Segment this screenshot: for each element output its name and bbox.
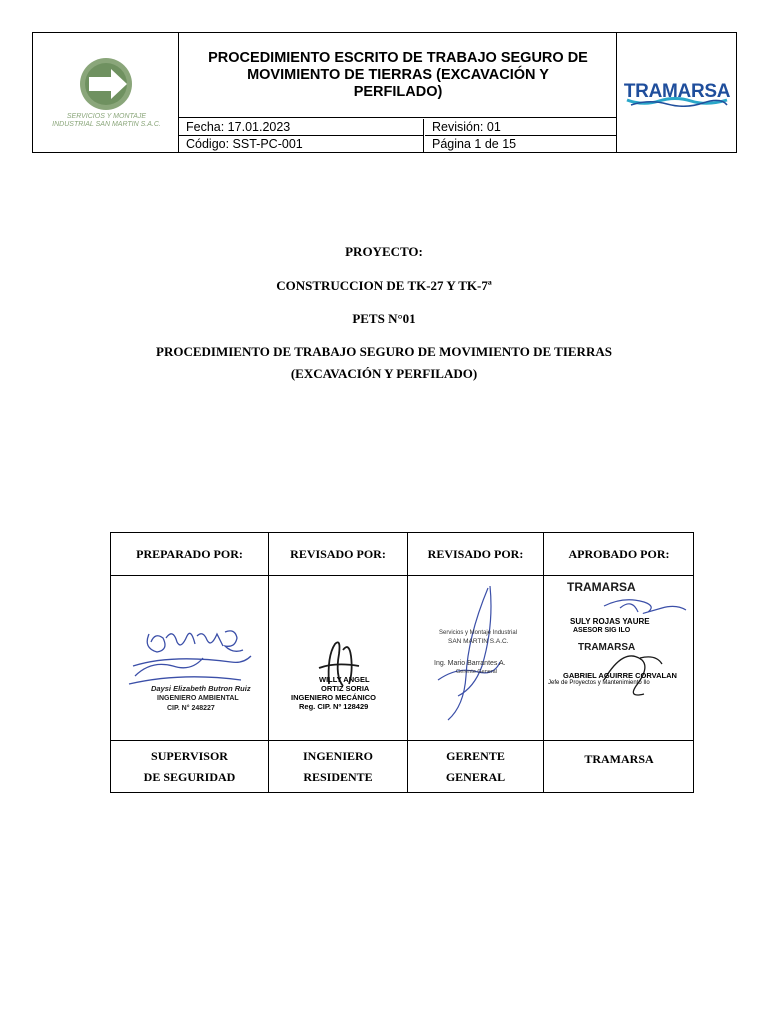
stamp-2-name-line1: WILLY ANGEL	[319, 675, 370, 684]
role-safety-supervisor: SUPERVISOR DE SEGURIDAD	[143, 749, 236, 784]
stamp-3-company-line1: Servicios y Montaje Industrial	[439, 630, 518, 636]
document-title: PROCEDIMIENTO ESCRITO DE TRABAJO SEGURO DE MOVIMIENTO DE TIERRAS (EXCAVACIÓN Y PERFILADO)	[179, 33, 617, 118]
tramarsa-wave-icon	[623, 97, 731, 107]
page-field: Página 1 de 15	[432, 137, 517, 151]
pets-number: PETS N°01	[352, 311, 416, 326]
role-tramarsa: TRAMARSA	[584, 752, 654, 766]
signature-cell-resident-engineer	[269, 576, 407, 740]
signature-cell-tramarsa	[544, 576, 694, 740]
approval-signature-table	[110, 532, 694, 793]
handwritten-signature-4	[544, 576, 694, 740]
stamp-3-company-line2: SAN MARTIN S.A.C.	[448, 638, 509, 645]
role-general-manager: GERENTE GENERAL	[445, 749, 506, 784]
stamp-2-title: INGENIERO MECÁNICO	[291, 693, 377, 702]
stamp-3-name: Ing. Mario Barrantes A.	[434, 660, 506, 667]
stamp-1-title: INGENIERO AMBIENTAL	[157, 695, 239, 702]
handwritten-signature-1	[111, 576, 268, 740]
company-logo-cell	[33, 33, 179, 152]
header-prepared-by: PREPARADO POR:	[136, 546, 243, 561]
signature-cell-safety-supervisor	[111, 576, 268, 740]
project-name: CONSTRUCCION DE TK-27 Y TK-7ª	[276, 278, 492, 293]
stamp-4-name-1: SULY ROJAS YAURE	[570, 617, 650, 626]
tramarsa-logo-cell	[616, 33, 736, 152]
header-reviewed-by-1: REVISADO POR:	[290, 546, 386, 561]
stamp-2-name-line2: ORTIZ SORIA	[321, 684, 370, 693]
stamp-1-name: Daysi Elizabeth Butron Ruiz	[151, 684, 251, 693]
procedure-title-line2: (EXCAVACIÓN Y PERFILADO)	[290, 366, 478, 381]
role-resident-engineer: INGENIERO RESIDENTE	[302, 749, 373, 784]
stamp-2-cip: Reg. CIP. Nº 128429	[299, 702, 369, 711]
date-field: Fecha: 17.01.2023	[179, 119, 424, 136]
stamp-4-title-1: ASESOR SIG ILO	[573, 627, 631, 634]
handwritten-signature-3	[408, 576, 543, 740]
green-arrow-logo-icon	[33, 33, 178, 113]
tramarsa-logo: TRAMARSA	[623, 81, 731, 102]
stamp-1-cip: CIP. N° 248227	[167, 705, 215, 712]
stamp-3-title: Gerente General	[456, 669, 497, 675]
header-reviewed-by-2: REVISADO POR:	[427, 546, 524, 561]
document-header	[32, 32, 737, 153]
project-label: PROYECTO:	[345, 244, 423, 259]
code-field: Código: SST-PC-001	[179, 136, 424, 152]
stamp-4-logo: TRAMARSA	[567, 580, 636, 594]
procedure-title-line1: PROCEDIMIENTO DE TRABAJO SEGURO DE MOVIMIENTO DE TIERRAS	[156, 344, 612, 359]
header-approved-by: APROBADO POR:	[568, 546, 670, 561]
company-logo-caption: SERVICIOS Y MONTAJE INDUSTRIAL SAN MARTIN S.A.C.	[52, 113, 161, 128]
signature-cell-general-manager	[408, 576, 543, 740]
handwritten-signature-2	[269, 576, 407, 740]
stamp-4-logo-2: TRAMARSA	[578, 642, 636, 653]
stamp-4-name-2: GABRIEL AGUIRRE CORVALAN	[563, 671, 677, 680]
stamp-4-title-2: Jefe de Proyectos y Mantenimiento Ilo	[548, 680, 650, 686]
revision-field: Revisión: 01	[425, 119, 617, 136]
